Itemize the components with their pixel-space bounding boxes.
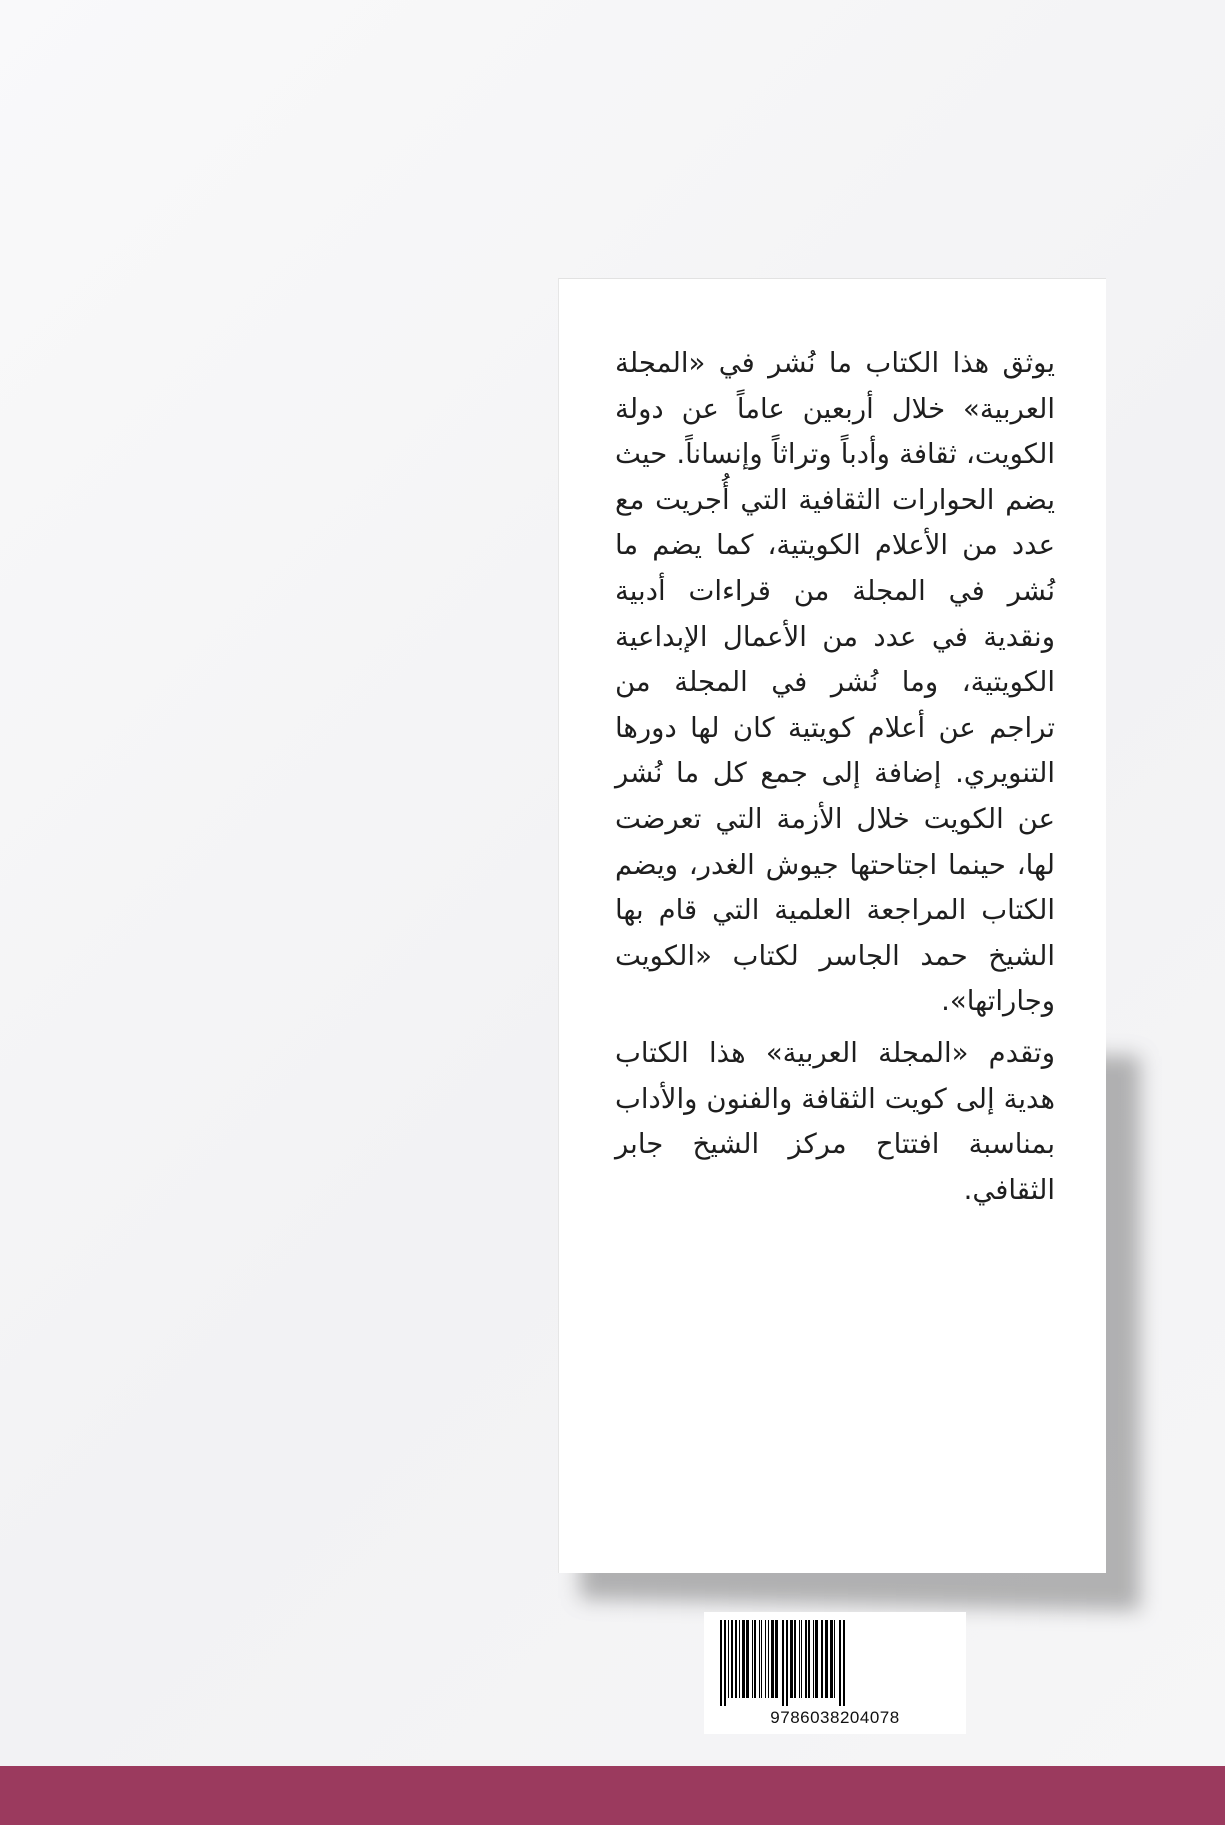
barcode-bar: [739, 1620, 740, 1698]
barcode-bar: [794, 1620, 796, 1698]
barcode-bar: [765, 1620, 766, 1698]
barcode-bar: [799, 1620, 800, 1698]
barcode-bar: [786, 1620, 788, 1706]
barcode-bar: [815, 1620, 818, 1698]
description-panel: [558, 278, 1106, 1573]
bottom-color-band: [0, 1766, 1225, 1825]
barcode-bar: [839, 1620, 841, 1706]
description-text: [615, 341, 1055, 1219]
barcode-bar: [746, 1620, 749, 1698]
barcode-bar: [768, 1620, 769, 1698]
barcode-bar: [775, 1620, 778, 1698]
description-paragraph-2: وتقدم «المجلة العربية» هذا الكتاب هدية إلى كويت الثقافة والفنون والأداب بمناسبة افتتاح مركز الشيخ جابر الثقافي.: [615, 1036, 1055, 1206]
barcode-bar: [790, 1620, 793, 1698]
barcode-bar: [728, 1620, 729, 1698]
barcode-bar: [813, 1620, 814, 1698]
barcode-bar: [752, 1620, 753, 1698]
barcode-bar: [742, 1620, 745, 1698]
barcode-bar: [754, 1620, 756, 1698]
description-paragraph-1: يوثق هذا الكتاب ما نُشر في «المجلة العربية» خلال أربعين عاماً عن دولة الكويت، ثقافة وأدباً وتراثاً وإنساناً. حيث يضم الحوارات الثقافية التي أُجريت مع عدد من الأعلام الكويتية، كما يضم ما نُشر في المجلة من قراءات أدبية ونقدية في عدد من الأعمال الإبداعية الكويتية، وما نُشر في المجلة من تراجم عن أعلام كويتية كان لها دورها التنويري. إضافة إلى جمع كل ما نُشر عن الكويت خلال الأزمة التي تعرضت لها، حينما اجتاحتها جيوش الغدر، ويضم الكتاب المراجعة العلمية التي قام بها الشيخ حمد الجاسر لكتاب «الكويت وجاراتها».: [615, 347, 1055, 1018]
barcode-bar: [805, 1620, 807, 1698]
barcode-bar: [724, 1620, 726, 1706]
barcode-bar: [771, 1620, 774, 1698]
barcode-bar: [834, 1620, 835, 1698]
barcode-bar: [821, 1620, 823, 1698]
barcode-bar: [720, 1620, 722, 1706]
barcode-bar: [731, 1620, 733, 1698]
barcode-bars: [718, 1620, 952, 1706]
barcode-bar: [759, 1620, 760, 1698]
barcode-bar: [761, 1620, 762, 1698]
barcode-bar: [808, 1620, 810, 1698]
isbn-barcode: [704, 1612, 966, 1734]
barcode-bar: [782, 1620, 784, 1706]
barcode-bar: [825, 1620, 828, 1698]
barcode-bar: [735, 1620, 737, 1698]
barcode-bar: [843, 1620, 845, 1706]
isbn-number: 9786038204078: [770, 1708, 900, 1727]
barcode-bar: [801, 1620, 802, 1698]
barcode-bar: [830, 1620, 833, 1698]
